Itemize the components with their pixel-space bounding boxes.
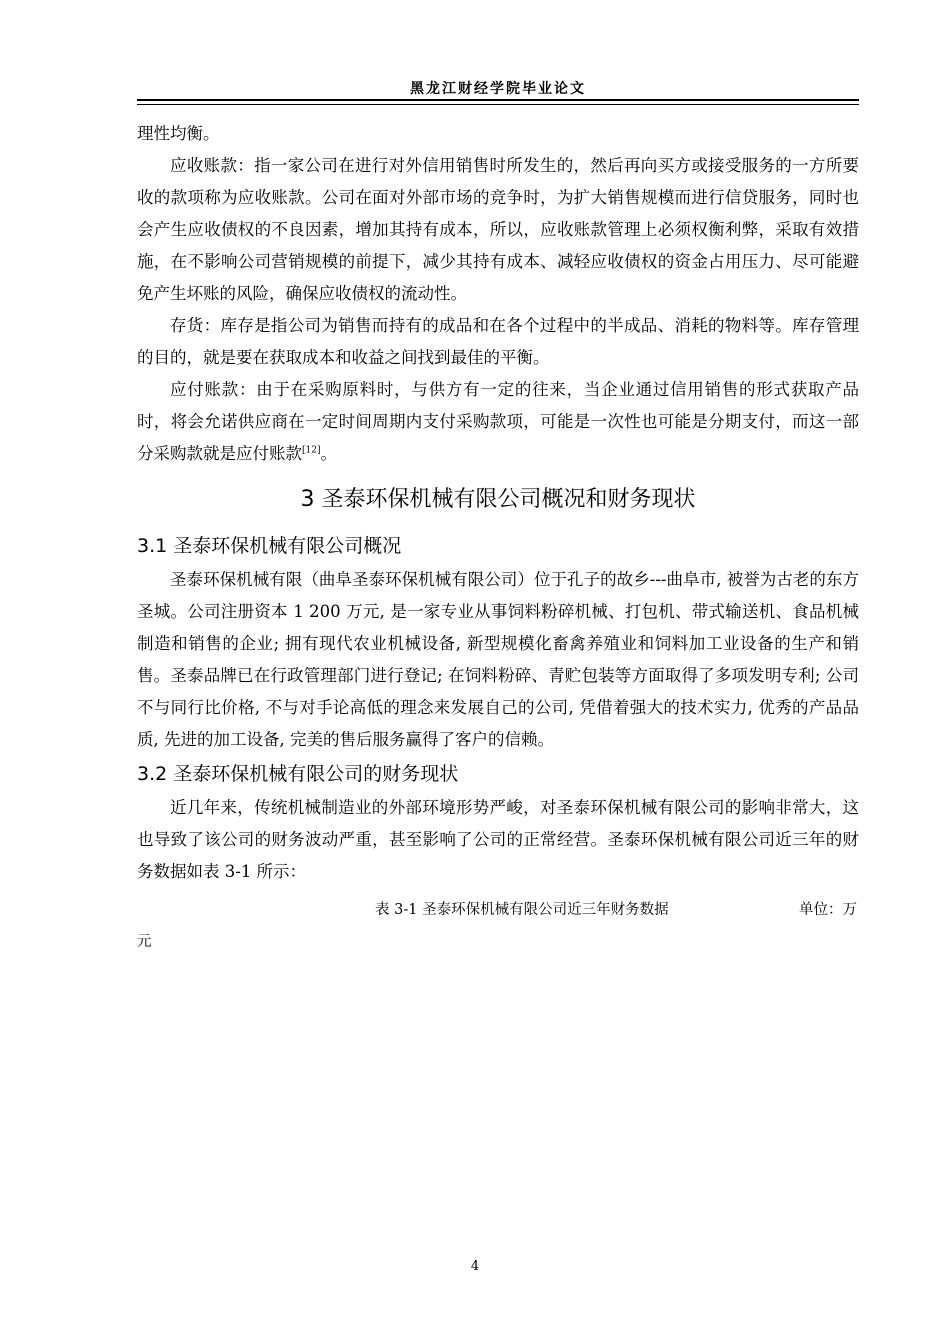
table-caption-unit: 单位：万 [799, 902, 857, 918]
paragraph-accounts-receivable: 应收账款：指一家公司在进行对外信用销售时所发生的，然后再向买方或接受服务的一方所要收的款项称为应收账款。公司在面对外部市场的竞争时，为扩大销售规模而进行信贷服务，同时也会产生应收债权的不良因素，增加其持有成本，所以，应收账款管理上必须权衡利弊，采取有效措施，在不影响公司营销规模的前提下，减少其持有成本、减轻应收债权的资金占用压力、尽可能避免产生坏账的风险，确保应收债权的流动性。 [137, 156, 859, 303]
paragraph-text: 应付账款：由于在采购原料时，与供方有一定的往来，当企业通过信用销售的形式获取产品时，将会允诺供应商在一定时间周期内支付采购款项，可能是一次性也可能是分期支付，而这一部分采购款就是应付账款 [137, 380, 859, 463]
table-caption [137, 890, 859, 930]
paragraph-end: 。 [320, 444, 337, 463]
page-number: 4 [470, 1259, 480, 1274]
paragraph-accounts-payable [137, 374, 859, 470]
chapter-heading: 3 圣泰环保机械有限公司概况和财务现状 [300, 487, 696, 512]
paragraph-inventory: 存货：库存是指公司为销售而持有的成品和在各个过程中的半成品、消耗的物料等。库存管理的目的，就是要在获取成本和收益之间找到最佳的平衡。 [137, 316, 859, 367]
paragraph-company-overview: 圣泰环保机械有限（曲阜圣泰环保机械有限公司）位于孔子的故乡---曲阜市, 被誉为古老的东方圣城。公司注册资本 1 200 万元, 是一家专业从事饲料粉碎机械、打包机、带式输送机、食品机械制造和销售的企业; 拥有现代农业机械设备, 新型规模化畜禽养殖业和饲料加工业设备的生产和销售。圣泰品牌已在行政管理部门进行登记; 在饲料粉碎、青贮包装等方面取得了多项发明专利; 公司不与同行比价格, 不与对手论高低的理念来发展自己的公司, 凭借着强大的技术实力, 优秀的产品品质, 先进的加工设备, 完美的售后服务赢得了客户的信赖。 [137, 570, 859, 749]
section-heading-3-2: 3.2 圣泰环保机械有限公司的财务现状 [137, 763, 459, 785]
paragraph-financial-status: 近几年来，传统机械制造业的外部环境形势严峻，对圣泰环保机械有限公司的影响非常大，这也导致了该公司的财务波动严重，甚至影响了公司的正常经营。圣泰环保机械有限公司近三年的财务数据如表 3-1 所示： [137, 798, 859, 881]
paragraph-continuation: 理性均衡。 [137, 124, 220, 143]
header-rule-thick [137, 99, 859, 101]
table-caption-title: 表 3-1 圣泰环保机械有限公司近三年财务数据 [375, 902, 669, 918]
page-header: 黑龙江财经学院毕业论文 [410, 81, 586, 97]
header-rule-thin [137, 104, 859, 105]
document-body [137, 118, 859, 954]
table-caption-unit-tail: 元 [137, 934, 152, 950]
citation-ref: [12] [302, 445, 321, 456]
section-heading-3-1: 3.1 圣泰环保机械有限公司概况 [137, 535, 402, 557]
